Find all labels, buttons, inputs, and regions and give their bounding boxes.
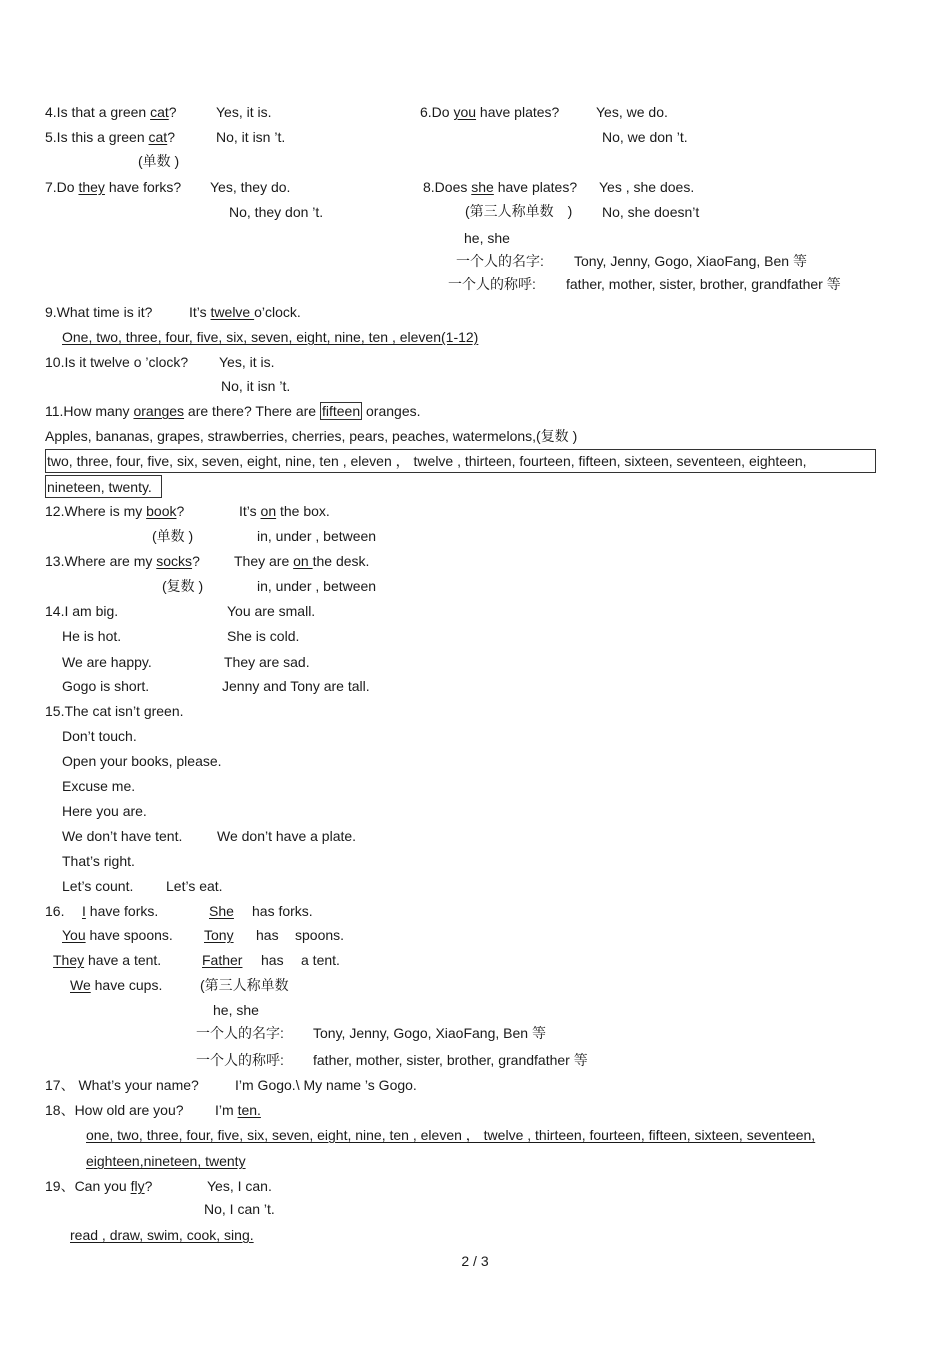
q16-she: She	[209, 903, 234, 919]
q19-question: 19、Can you fly?	[45, 1178, 153, 1194]
q16-father: Father	[202, 952, 243, 968]
q18-answer: I’m ten.	[215, 1102, 261, 1118]
singular-note-2: (单数 )	[152, 528, 194, 544]
q16-a-tent: a tent.	[301, 952, 340, 968]
names-label: 一个人的名字:	[456, 253, 544, 269]
phrase-lets-eat: Let’s eat.	[166, 878, 223, 894]
q8-negative: No, she doesn’t	[602, 204, 700, 220]
verbs-list: read , draw, swim, cook, sing.	[70, 1227, 254, 1243]
phrase-open-books: Open your books, please.	[62, 753, 222, 769]
q6-question: 6.Do you have plates?	[420, 104, 560, 120]
q14-c: He is hot.	[62, 628, 122, 644]
q9-question: 9.What time is it?	[45, 304, 153, 320]
q14-h: Jenny and Tony are tall.	[222, 678, 370, 694]
q7-negative: No, they don ’t.	[229, 204, 324, 220]
q13-question: 13.Where are my socks?	[45, 553, 200, 569]
phrase-dont-touch: Don’t touch.	[62, 728, 137, 744]
he-she-note: he, she	[464, 230, 510, 246]
q7-answer: Yes, they do.	[210, 179, 291, 195]
phrase-excuse-me: Excuse me.	[62, 778, 136, 794]
q16-has-forks: has forks.	[252, 903, 313, 919]
prepositions-2: in, under , between	[257, 578, 377, 594]
q17-question: 17、 What’s your name?	[45, 1077, 199, 1093]
q10-negative: No, it isn ’t.	[221, 378, 291, 394]
q16-has-2: has	[256, 927, 279, 943]
q14-b: You are small.	[227, 603, 316, 619]
q14-g: Gogo is short.	[62, 678, 150, 694]
q9-answer: It’s twelve o’clock.	[189, 304, 301, 320]
q5-answer: No, it isn ’t.	[216, 129, 286, 145]
third-person-note-2: (第三人称单数	[200, 977, 289, 993]
phrase-no-plate: We don’t have a plate.	[217, 828, 357, 844]
numbers-line-2: eighteen,nineteen, twenty	[86, 1153, 246, 1169]
phrase-no-tent: We don’t have tent.	[62, 828, 183, 844]
he-she-note-2: he, she	[213, 1002, 259, 1018]
q6-negative: No, we don ’t.	[602, 129, 688, 145]
names-list: Tony, Jenny, Gogo, XiaoFang, Ben 等	[574, 253, 807, 269]
titles-list-2: father, mother, sister, brother, grandfather 等	[313, 1052, 588, 1068]
q4-answer: Yes, it is.	[216, 104, 272, 120]
q15-heading: 15.The cat isn’t green.	[45, 703, 184, 719]
numbers-box-text2: nineteen, twenty.	[47, 479, 152, 495]
names-list-2: Tony, Jenny, Gogo, XiaoFang, Ben 等	[313, 1025, 546, 1041]
q16-line4-left: We have cups.	[70, 977, 163, 993]
names-label-2: 一个人的名字:	[196, 1025, 284, 1041]
phrase-thats-right: That’s right.	[62, 853, 135, 869]
q16-line1-left: I have forks.	[82, 903, 159, 919]
phrase-lets-count: Let’s count.	[62, 878, 134, 894]
q18-question: 18、How old are you?	[45, 1102, 184, 1118]
q13-answer: They are on the desk.	[234, 553, 370, 569]
q11-sentence: 11.How many oranges are there? There are fifteen oranges.	[45, 403, 421, 419]
q12-answer: It’s on the box.	[239, 503, 330, 519]
q19-answer: Yes, I can.	[207, 1178, 272, 1194]
third-person-note: (第三人称单数 )	[465, 203, 573, 219]
titles-label-2: 一个人的称呼:	[196, 1052, 284, 1068]
prepositions-1: in, under , between	[257, 528, 377, 544]
q16-has-3: has	[261, 952, 284, 968]
q16-number: 16.	[45, 903, 65, 919]
q16-tony: Tony	[204, 927, 234, 943]
singular-note: (单数 )	[138, 153, 180, 169]
q14-f: They are sad.	[224, 654, 310, 670]
q16-line2-left: You have spoons.	[62, 927, 173, 943]
numbers-line-1: one, two, three, four, five, six, seven, eight, nine, ten , eleven ， twelve , thirteen, fourteen, fifteen, sixteen, seventeen,	[86, 1127, 816, 1143]
q8-answer: Yes , she does.	[599, 179, 695, 195]
q10-question: 10.Is it twelve o ’clock?	[45, 354, 189, 370]
q8-question: 8.Does she have plates?	[423, 179, 578, 195]
q14-e: We are happy.	[62, 654, 152, 670]
fruits-plural-list: Apples, bananas, grapes, strawberries, cherries, pears, peaches, watermelons,(复数 )	[45, 428, 578, 444]
titles-list: father, mother, sister, brother, grandfather 等	[566, 276, 841, 292]
q6-answer: Yes, we do.	[596, 104, 668, 120]
titles-label: 一个人的称呼:	[448, 276, 536, 292]
q4-question: 4.Is that a green cat?	[45, 104, 177, 120]
q5-question: 5.Is this a green cat?	[45, 129, 175, 145]
numbers-box-text1: two, three, four, five, six, seven, eight, nine, ten , eleven ， twelve , thirteen, fourteen, fifteen, sixteen, seventeen, eighteen,	[47, 453, 807, 469]
q7-question: 7.Do they have forks?	[45, 179, 182, 195]
page-number: 2 / 3	[461, 1253, 489, 1269]
numbers-one-to-twelve: One, two, three, four, five, six, seven, eight, nine, ten , eleven(1-12)	[62, 329, 479, 345]
q14-d: She is cold.	[227, 628, 300, 644]
q16-spoons: spoons.	[295, 927, 345, 943]
plural-note: (复数 )	[162, 578, 204, 594]
q16-line3-left: They have a tent.	[53, 952, 162, 968]
q12-question: 12.Where is my book?	[45, 503, 185, 519]
q19-negative: No, I can ’t.	[204, 1201, 275, 1217]
phrase-here-you-are: Here you are.	[62, 803, 147, 819]
q14-a: 14.I am big.	[45, 603, 119, 619]
q10-answer: Yes, it is.	[219, 354, 275, 370]
q17-answer: I’m Gogo.\ My name ’s Gogo.	[235, 1077, 417, 1093]
